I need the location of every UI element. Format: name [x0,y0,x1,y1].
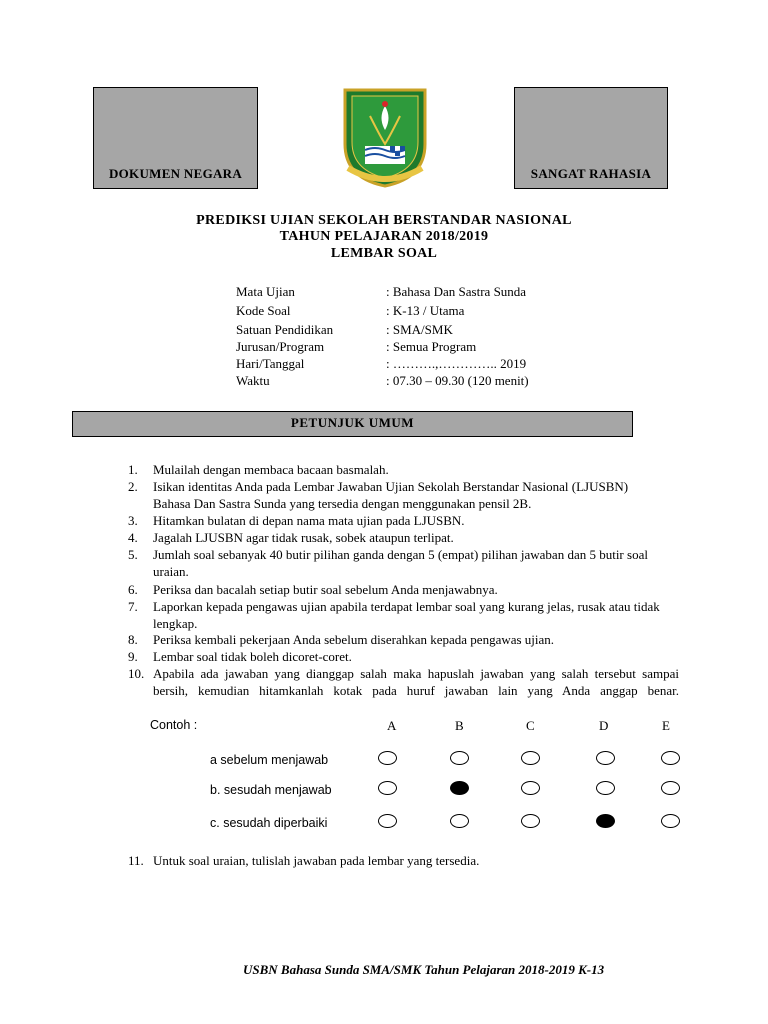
answer-bubble-c [521,814,540,828]
petunjuk-umum-title: PETUNJUK UMUM [290,415,415,430]
instruction-text: Apabila ada jawaban yang dianggap salah maka hapuslah jawaban yang salah tersebut sampai bersih, kemudian hitamkanlah kotak pada huruf jawaban lain yang Anda anggap benar. [153,666,679,698]
answer-bubble-d [596,751,615,765]
sangat-rahasia-box [514,87,668,189]
instruction-text: Isikan identitas Anda pada Lembar Jawaban Ujian Sekolah Berstandar Nasional (LJUSBN) Bahasa Dan Sastra Sunda yang tersedia dengan menggunakan pensil 2B. [153,479,629,511]
answer-bubble-b [450,814,469,828]
title-line-1: PREDIKSI UJIAN SEKOLAH BERSTANDAR NASIONAL [196,213,572,228]
instruction-text: Lembar soal tidak boleh dicoret-coret. [153,649,352,664]
info-value: : SMA/SMK [386,322,453,337]
answer-bubble-e [661,751,680,765]
instruction-number: 8. [128,632,138,647]
answer-bubble-d [596,814,615,828]
instruction-number: 7. [128,599,138,614]
title-line-2: TAHUN PELAJARAN 2018/2019 [279,229,489,244]
info-value: : Bahasa Dan Sastra Sunda [386,284,527,299]
answer-bubble-e [661,781,680,795]
answer-bubble-d [596,781,615,795]
instruction-text: Periksa kembali pekerjaan Anda sebelum diserahkan kepada pengawas ujian. [153,632,555,647]
title-line-3: LEMBAR SOAL [330,246,438,261]
instruction-number: 3. [128,513,138,528]
option-header-e: E [662,718,670,733]
option-header-c: C [526,718,535,733]
instruction-text: Mulailah dengan membaca bacaan basmalah. [153,462,389,477]
info-label: Jurusan/Program [236,339,325,354]
dokumen-negara-label: DOKUMEN NEGARA [108,166,243,181]
instruction-text: Jumlah soal sebanyak 40 butir pilihan ganda dengan 5 (empat) pilihan jawaban dan 5 butir soal uraian. [153,547,648,579]
info-value: : Semua Program [386,339,477,354]
sangat-rahasia-label: SANGAT RAHASIA [530,166,652,181]
info-value: : ……….,………….. 2019 [386,356,527,371]
info-label: Mata Ujian [236,284,295,299]
info-value: : K-13 / Utama [386,303,465,318]
instruction-number: 9. [128,649,138,664]
answer-bubble-a [378,781,397,795]
west-java-emblem-icon [340,86,430,188]
answer-bubble-c [521,751,540,765]
example-row-label: a sebelum menjawab [210,753,329,767]
answer-bubble-a [378,814,397,828]
info-label: Waktu [236,373,270,388]
instruction-text: Untuk soal uraian, tulislah jawaban pada lembar yang tersedia. [153,853,480,868]
instruction-text: Periksa dan bacalah setiap butir soal sebelum Anda menjawabnya. [153,582,498,597]
instruction-text: Hitamkan bulatan di depan nama mata ujian pada LJUSBN. [153,513,465,528]
answer-bubble-b [450,751,469,765]
instruction-number: 2. [128,479,138,494]
instruction-text: Laporkan kepada pengawas ujian apabila terdapat lembar soal yang kurang jelas, rusak atau tidak lengkap. [153,599,660,631]
example-row-label: b. sesudah menjawab [210,783,332,797]
dokumen-negara-box [93,87,258,189]
instruction-number: 5. [128,547,138,562]
petunjuk-umum-bar [72,411,633,437]
answer-bubble-a [378,751,397,765]
answer-bubble-e [661,814,680,828]
answer-bubble-b [450,781,469,795]
instruction-number: 4. [128,530,138,545]
info-label: Kode Soal [236,303,291,318]
instruction-number: 1. [128,462,138,477]
instruction-number: 10. [128,666,145,681]
example-row-label: c. sesudah diperbaiki [210,816,328,830]
instruction-number: 6. [128,582,138,597]
contoh-label: Contoh : [150,718,198,732]
page-footer: USBN Bahasa Sunda SMA/SMK Tahun Pelajaran 2018-2019 K-13 [243,962,605,977]
instruction-text: Jagalah LJUSBN agar tidak rusak, sobek ataupun terlipat. [153,530,454,545]
option-header-a: A [387,718,397,733]
option-header-b: B [455,718,464,733]
info-label: Satuan Pendidikan [236,322,334,337]
instruction-number: 11. [128,853,144,868]
info-value: : 07.30 – 09.30 (120 menit) [386,373,529,388]
answer-bubble-c [521,781,540,795]
info-label: Hari/Tanggal [236,356,305,371]
option-header-d: D [599,718,609,733]
